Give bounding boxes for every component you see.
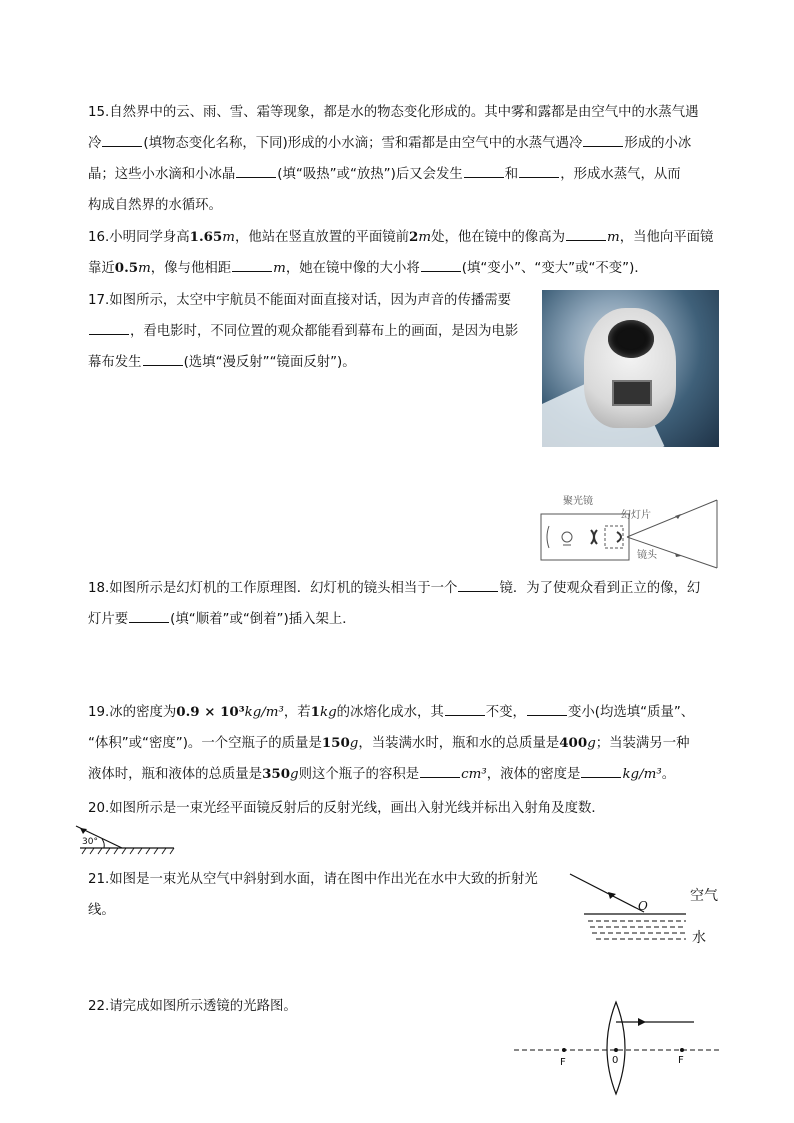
answer-blank[interactable] [464, 161, 504, 178]
lens-label: 镜头 [637, 550, 657, 561]
answer-blank[interactable] [566, 224, 606, 241]
question-20: 20.如图所示是一束光经平面镜反射后的反射光线，画出入射光线并标出入射角及度数． [88, 801, 605, 816]
answer-blank[interactable] [129, 606, 169, 623]
answer-blank[interactable] [143, 349, 183, 366]
answer-blank[interactable] [232, 255, 272, 272]
question-18: 18.如图所示是幻灯机的工作原理图．幻灯机的镜头相当于一个 镜．为了使观众看到正立的像，幻 灯片要 (填“顺着”或“倒着”)插入架上． [88, 573, 728, 635]
optical-center-label: 0 [612, 1055, 619, 1066]
air-label: 空气 [690, 888, 718, 904]
projector-diagram [535, 490, 725, 572]
refraction-diagram [560, 866, 722, 950]
lens-diagram [512, 998, 722, 1096]
point-o-label: O [638, 899, 648, 913]
answer-blank[interactable] [527, 699, 567, 716]
astronaut-photo [542, 290, 719, 447]
mirror-diagram [74, 824, 178, 856]
angle-label: 30° [82, 837, 98, 847]
focus-left-label: F [560, 1057, 566, 1068]
answer-blank[interactable] [445, 699, 485, 716]
answer-blank[interactable] [102, 130, 142, 147]
answer-blank[interactable] [458, 575, 498, 592]
answer-blank[interactable] [421, 255, 461, 272]
question-19: 19.冰的密度为0.9 × 10³kg/m³，若1kg的冰熔化成水，其 不变， 变小(均选填“质量”、 “体积”或“密度”)。一个空瓶子的质量是150g，当装满水时，瓶和水的总质量是400g；当装满另一种 液体时，瓶和液体的总质量是350g则这个瓶子的容积是 cm³，液体的密度是 kg/m³。 [88, 697, 728, 790]
answer-blank[interactable] [583, 130, 623, 147]
slide-label: 幻灯片 [621, 510, 651, 521]
question-15: 15.自然界中的云、雨、雪、霜等现象，都是水的物态变化形成的。其中雾和露都是由空气中的水蒸气遇 冷 (填物态变化名称，下同)形成的小水滴；雪和霜都是由空气中的水蒸气遇冷 形成的小冰 晶；这些小水滴和小冰晶 (填“吸热”或“放热”)后又会发生 和 ，形成水蒸气，从而 构成自然界的水循环。 [88, 105, 699, 213]
question-22: 22.请完成如图所示透镜的光路图。 [88, 999, 297, 1014]
answer-blank[interactable] [519, 161, 559, 178]
question-16: 16.小明同学身高1.65m，他站在竖直放置的平面镜前2m处，他在镜中的像高为 m，当他向平面镜 靠近0.5m，像与他相距 m，她在镜中像的大小将 (填“变小”、“变大”或“不变”)． [88, 222, 728, 284]
question-21: 21.如图是一束光从空气中斜射到水面，请在图中作出光在水中大致的折射光 线。 [88, 872, 538, 918]
answer-blank[interactable] [420, 761, 460, 778]
condenser-label: 聚光镜 [563, 496, 593, 507]
focus-right-label: F [678, 1055, 684, 1066]
answer-blank[interactable] [581, 761, 621, 778]
answer-blank[interactable] [236, 161, 276, 178]
answer-blank[interactable] [89, 318, 129, 335]
water-label: 水 [692, 930, 706, 946]
question-17: 17.如图所示，太空中宇航员不能面对面直接对话，因为声音的传播需要 ，看电影时，不同位置的观众都能看到幕布上的画面，是因为电影 幕布发生 (选填“漫反射”“镜面反射”)。 [88, 293, 519, 370]
